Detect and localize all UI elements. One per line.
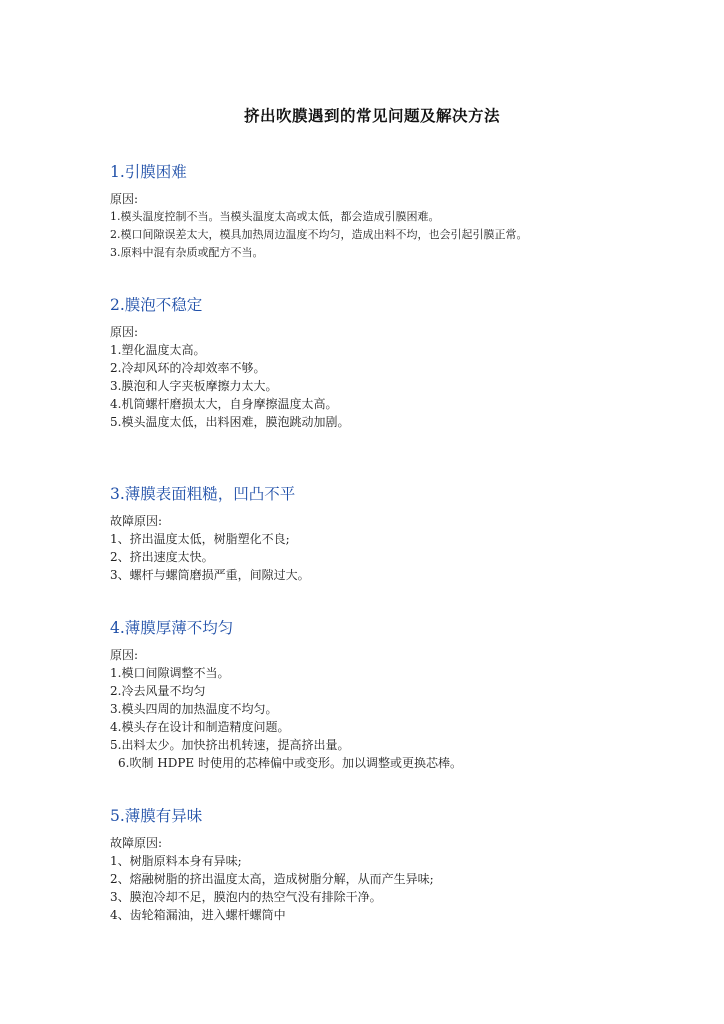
list-item: 2、挤出速度太快。 [110,550,214,564]
section-label: 原因: [110,192,139,206]
list-item: 3.模头四周的加热温度不均匀。 [110,702,278,716]
section-heading: 3.薄膜表面粗糙，凹凸不平 [110,485,296,503]
list-item: 5.模头温度太低，出料困难，膜泡跳动加剧。 [110,415,350,429]
section-2 [110,295,670,431]
list-item: 4.模头存在设计和制造精度问题。 [110,720,290,734]
section-1 [110,162,670,262]
list-item: 4.机筒螺杆磨损太大，自身摩擦温度太高。 [110,397,338,411]
list-item: 4、齿轮箱漏油，进入螺杆螺筒中 [110,908,286,922]
section-label: 原因: [110,648,139,662]
list-item: 3、膜泡冷却不足，膜泡内的热空气没有排除干净。 [110,890,382,904]
section-label: 原因: [110,325,139,339]
list-item: 2.模口间隙误差太大，模具加热周边温度不均匀，造成出料不均，也会引起引膜正常。 [110,228,528,241]
section-4 [110,618,670,772]
section-label: 故障原因: [110,836,163,850]
list-item: 5.出料太少。加快挤出机转速，提高挤出量。 [110,738,350,752]
list-item: 3.原料中混有杂质或配方不当。 [110,246,264,259]
list-item: 1.模头温度控制不当。当模头温度太高或太低，都会造成引膜困难。 [110,210,440,223]
list-item: 2.冷却风环的冷却效率不够。 [110,361,266,375]
section-heading: 5.薄膜有异味 [110,807,203,825]
section-heading: 4.薄膜厚薄不均匀 [110,619,234,637]
list-item: 1、挤出温度太低，树脂塑化不良; [110,532,290,546]
section-3 [110,484,670,584]
section-label: 故障原因: [110,514,163,528]
list-item: 2、熔融树脂的挤出温度太高，造成树脂分解，从而产生异味; [110,872,434,886]
list-item: 3、螺杆与螺筒磨损严重，间隙过大。 [110,568,310,582]
list-item: 1、树脂原料本身有异味; [110,854,242,868]
section-heading: 1.引膜困难 [110,163,187,181]
list-item: 2.冷去风量不均匀 [110,684,206,698]
list-item: 1.塑化温度太高。 [110,343,206,357]
list-item: 3.膜泡和人字夹板摩擦力太大。 [110,379,278,393]
list-item: 1.模口间隙调整不当。 [110,666,230,680]
section-5 [110,806,670,924]
list-item: 6.吹制 HDPE 时使用的芯棒偏中或变形。加以调整或更换芯棒。 [118,756,463,770]
section-heading: 2.膜泡不稳定 [110,296,203,314]
document-title: 挤出吹膜遇到的常见问题及解决方法 [243,106,500,125]
